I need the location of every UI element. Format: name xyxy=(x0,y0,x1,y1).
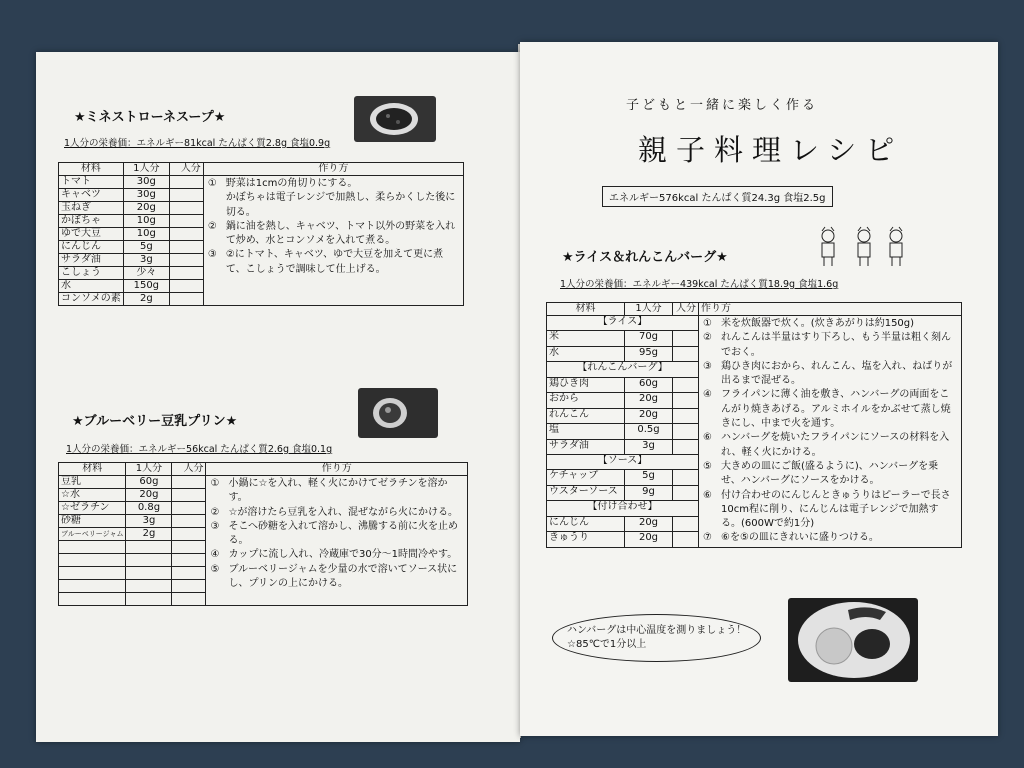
servings-blank xyxy=(169,202,203,215)
step-number: ② xyxy=(207,220,217,232)
section-label: 【付け合わせ】 xyxy=(547,501,699,516)
ingredient-name: ☆ゼラチン xyxy=(59,502,126,515)
servings-blank xyxy=(673,393,699,408)
ingredient-amount: 20g xyxy=(625,408,673,423)
per-n-header: 人分 xyxy=(172,463,206,476)
ingredient-amount xyxy=(126,580,172,593)
method-header: 作り方 xyxy=(203,163,463,176)
method-step xyxy=(210,520,463,549)
pudding-title: ★ブルーベリー豆乳プリン★ xyxy=(72,414,238,429)
ingredient-name xyxy=(59,554,126,567)
step-number: ⑤ xyxy=(210,563,220,575)
ingredient-header: 材料 xyxy=(547,303,625,316)
ingredient-amount: 150g xyxy=(123,280,169,293)
ingredient-amount: 3g xyxy=(625,439,673,454)
servings-blank xyxy=(172,515,206,528)
ingredient-amount: 5g xyxy=(625,470,673,485)
method-step xyxy=(703,317,957,331)
ingredient-amount xyxy=(126,541,172,554)
method-header: 作り方 xyxy=(206,463,468,476)
servings-blank xyxy=(172,541,206,554)
ingredient-amount: 10g xyxy=(123,228,169,241)
section-label: 【ライス】 xyxy=(547,316,699,331)
servings-blank xyxy=(673,532,699,548)
step-number: ② xyxy=(210,506,220,518)
ingredient-name: 水 xyxy=(59,280,124,293)
ingredient-name: ケチャップ xyxy=(547,470,625,485)
method-step xyxy=(210,506,463,520)
pudding-photo xyxy=(358,388,438,438)
servings-blank xyxy=(673,439,699,454)
hamburg-photo xyxy=(788,598,918,682)
ingredient-amount: 10g xyxy=(123,215,169,228)
ingredient-amount: 2g xyxy=(126,528,172,541)
minestrone-recipe-table xyxy=(58,162,464,306)
ingredient-amount: 20g xyxy=(625,532,673,548)
servings-blank xyxy=(673,377,699,392)
step-text: ⑥を⑤の皿にきれいに盛りつける。 xyxy=(721,532,879,544)
ingredient-name: 砂糖 xyxy=(59,515,126,528)
servings-blank xyxy=(172,593,206,606)
servings-blank xyxy=(169,280,203,293)
ingredient-row xyxy=(59,176,464,189)
step-number: ② xyxy=(703,332,712,344)
ingredient-amount: 2g xyxy=(123,293,169,306)
ingredient-amount: 20g xyxy=(625,516,673,531)
servings-blank xyxy=(169,267,203,280)
ingredient-name: きゅうり xyxy=(547,532,625,548)
ingredient-name: かぼちゃ xyxy=(59,215,124,228)
step-text: 鶏ひき肉におから、れんこん、塩を入れ、ねばりが出るまで混ぜる。 xyxy=(721,360,953,387)
ingredient-amount: 5g xyxy=(123,241,169,254)
pudding-recipe-table xyxy=(58,462,468,606)
method-step xyxy=(703,531,957,545)
ingredient-amount: 少々 xyxy=(123,267,169,280)
step-number: ⑥ xyxy=(703,489,712,501)
ingredient-name: 水 xyxy=(547,346,625,361)
method-steps xyxy=(203,176,463,306)
method-step xyxy=(703,460,957,489)
ingredient-name: ゆで大豆 xyxy=(59,228,124,241)
ingredient-name: トマト xyxy=(59,176,124,189)
step-text: れんこんは半量はすり下ろし、もう半量は粗く刻んでおく。 xyxy=(721,332,951,358)
right-page xyxy=(520,42,998,736)
per-person-header: 1人分 xyxy=(123,163,169,176)
children-cooking-illustration xyxy=(816,226,912,270)
method-step xyxy=(703,360,957,389)
handout-subtitle: 子どもと一緒に楽しく作る xyxy=(626,98,819,113)
handout-title: 親子料理レシピ xyxy=(638,133,904,167)
step-text: ②にトマト、キャベツ、ゆで大豆を加えて更に煮て、こしょうで調味して仕上げる。 xyxy=(225,249,444,275)
servings-blank xyxy=(673,470,699,485)
ingredient-name: サラダ油 xyxy=(59,254,124,267)
per-person-header: 1人分 xyxy=(126,463,172,476)
step-text: ☆が溶けたら豆乳を入れ、混ぜながら火にかける。 xyxy=(228,506,459,518)
method-step xyxy=(703,431,957,460)
per-n-header: 人分 xyxy=(169,163,203,176)
step-text: 野菜は1cmの角切りにする。 かぼちゃは電子レンジで加熱し、柔らかくした後に切る。 xyxy=(225,178,456,218)
method-steps xyxy=(699,316,962,548)
servings-blank xyxy=(673,485,699,500)
servings-blank xyxy=(673,424,699,439)
servings-blank xyxy=(169,215,203,228)
step-text: カップに流し入れ、冷蔵庫で30分～1時間冷やす。 xyxy=(228,549,458,561)
ingredient-amount: 0.5g xyxy=(625,424,673,439)
servings-blank xyxy=(172,567,206,580)
step-number: ③ xyxy=(207,249,217,261)
ingredient-name: ☆水 xyxy=(59,489,126,502)
step-number: ⑤ xyxy=(703,460,712,472)
step-text: 米を炊飯器で炊く。(炊きあがりは約150g) xyxy=(721,318,915,329)
ingredient-header: 材料 xyxy=(59,163,124,176)
ingredient-name: ウスターソース xyxy=(547,485,625,500)
servings-blank xyxy=(673,516,699,531)
ingredient-name: 米 xyxy=(547,331,625,346)
servings-blank xyxy=(673,346,699,361)
pudding-nutrition: 1人分の栄養価：エネルギー56kcal たんぱく質2.6g 食塩0.1g xyxy=(66,444,333,455)
step-number: ④ xyxy=(210,549,220,561)
ingredient-amount: 95g xyxy=(625,346,673,361)
ingredient-amount xyxy=(126,593,172,606)
ingredient-amount: 30g xyxy=(123,176,169,189)
method-step xyxy=(703,489,957,532)
step-number: ⑦ xyxy=(703,532,712,544)
step-text: そこへ砂糖を入れて溶かし、沸騰する前に火を止める。 xyxy=(228,520,459,547)
servings-blank xyxy=(169,293,203,306)
ingredient-name xyxy=(59,580,126,593)
step-number: ① xyxy=(207,178,217,189)
ingredient-amount xyxy=(126,567,172,580)
section-label: 【れんこんバーグ】 xyxy=(547,362,699,377)
ingredient-name xyxy=(59,593,126,606)
section-row xyxy=(547,316,962,331)
step-text: ハンバーグを焼いたフライパンにソースの材料を入れ、軽く火にかける。 xyxy=(721,432,950,458)
step-text: 大きめの皿にご飯(盛るように)、ハンバーグを乗せ、ハンバーグにソースをかける。 xyxy=(721,460,939,487)
ingredient-name: おから xyxy=(547,393,625,408)
step-text: 鍋に油を熱し、キャベツ、トマト以外の野菜を入れて炒め、水とコンソメを入れて煮る。 xyxy=(225,220,456,247)
ingredient-amount: 60g xyxy=(126,476,172,489)
method-step xyxy=(703,331,957,360)
ingredient-amount: 0.8g xyxy=(126,502,172,515)
method-step xyxy=(210,548,463,562)
servings-blank xyxy=(169,254,203,267)
step-number: ⑥ xyxy=(703,432,712,444)
ingredient-amount: 20g xyxy=(123,202,169,215)
minestrone-photo xyxy=(354,96,436,142)
step-number: ① xyxy=(703,318,712,329)
method-step xyxy=(210,477,463,506)
ingredient-amount: 30g xyxy=(123,189,169,202)
ingredient-amount: 60g xyxy=(625,377,673,392)
ingredient-name: 玉ねぎ xyxy=(59,202,124,215)
servings-blank xyxy=(172,476,206,489)
ingredient-name: 豆乳 xyxy=(59,476,126,489)
method-steps xyxy=(206,476,468,606)
servings-blank xyxy=(172,554,206,567)
ingredient-amount: 20g xyxy=(625,393,673,408)
ingredient-header: 材料 xyxy=(59,463,126,476)
servings-blank xyxy=(172,580,206,593)
ingredient-name: コンソメの素 xyxy=(59,293,124,306)
method-step xyxy=(208,220,459,249)
ingredient-name: こしょう xyxy=(59,267,124,280)
ingredient-name: にんじん xyxy=(59,241,124,254)
minestrone-title: ★ミネストローネスープ★ xyxy=(74,110,226,125)
hamburg-recipe-table xyxy=(546,302,962,548)
minestrone-nutrition: 1人分の栄養価：エネルギー81kcal たんぱく質2.8g 食塩0.9g xyxy=(64,138,331,149)
ingredient-name: にんじん xyxy=(547,516,625,531)
step-text: 小鍋に☆を入れ、軽く火にかけてゼラチンを溶かす。 xyxy=(228,478,448,504)
servings-blank xyxy=(169,189,203,202)
hamburg-nutrition: 1人分の栄養価：エネルギー439kcal たんぱく質18.9g 食塩1.6g xyxy=(560,279,839,290)
ingredient-row xyxy=(59,476,468,489)
hamburg-title: ★ライス＆れんこんバーグ★ xyxy=(562,250,728,265)
ingredient-name xyxy=(59,567,126,580)
ingredient-name: 塩 xyxy=(547,424,625,439)
ingredient-name: ブルーベリージャム xyxy=(59,528,126,541)
ingredient-name: キャベツ xyxy=(59,189,124,202)
ingredient-amount: 70g xyxy=(625,331,673,346)
servings-blank xyxy=(673,331,699,346)
servings-blank xyxy=(172,489,206,502)
left-page xyxy=(36,52,520,742)
step-number: ① xyxy=(210,478,220,489)
method-step xyxy=(208,248,459,277)
step-number: ④ xyxy=(703,389,712,401)
step-text: ブルーベリージャムを少量の水で溶いてソース状にし、プリンの上にかける。 xyxy=(228,563,458,590)
total-nutrition-box: エネルギー576kcal たんぱく質24.3g 食塩2.5g xyxy=(602,186,833,207)
servings-blank xyxy=(172,502,206,515)
servings-blank xyxy=(673,408,699,423)
ingredient-amount: 3g xyxy=(126,515,172,528)
section-label: 【ソース】 xyxy=(547,454,699,469)
step-number: ③ xyxy=(703,360,712,372)
servings-blank xyxy=(169,176,203,189)
per-n-header: 人分 xyxy=(673,303,699,316)
ingredient-name: 鶏ひき肉 xyxy=(547,377,625,392)
step-text: フライパンに薄く油を敷き、ハンバーグの両面をこんがり焼きあげる。アルミホイルをかぶせて蒸し焼きにし、中まで火を通す。 xyxy=(721,389,951,430)
ingredient-name: サラダ油 xyxy=(547,439,625,454)
method-step xyxy=(703,388,957,431)
ingredient-name xyxy=(59,541,126,554)
servings-blank xyxy=(169,241,203,254)
method-step xyxy=(208,177,459,220)
safety-note: ハンバーグは中心温度を測りましょう！ ☆85℃で1分以上 xyxy=(552,614,761,662)
ingredient-amount: 20g xyxy=(126,489,172,502)
per-person-header: 1人分 xyxy=(625,303,673,316)
step-number: ③ xyxy=(210,520,220,532)
ingredient-amount xyxy=(126,554,172,567)
step-text: 付け合わせのにんじんときゅうりはピーラーで長さ10cm程に削り、にんじんは電子レンジで加熱する。(600Wで約1分) xyxy=(721,489,951,530)
method-step xyxy=(210,563,463,592)
servings-blank xyxy=(169,228,203,241)
ingredient-amount: 9g xyxy=(625,485,673,500)
method-header: 作り方 xyxy=(699,303,962,316)
servings-blank xyxy=(172,528,206,541)
ingredient-amount: 3g xyxy=(123,254,169,267)
ingredient-name: れんこん xyxy=(547,408,625,423)
